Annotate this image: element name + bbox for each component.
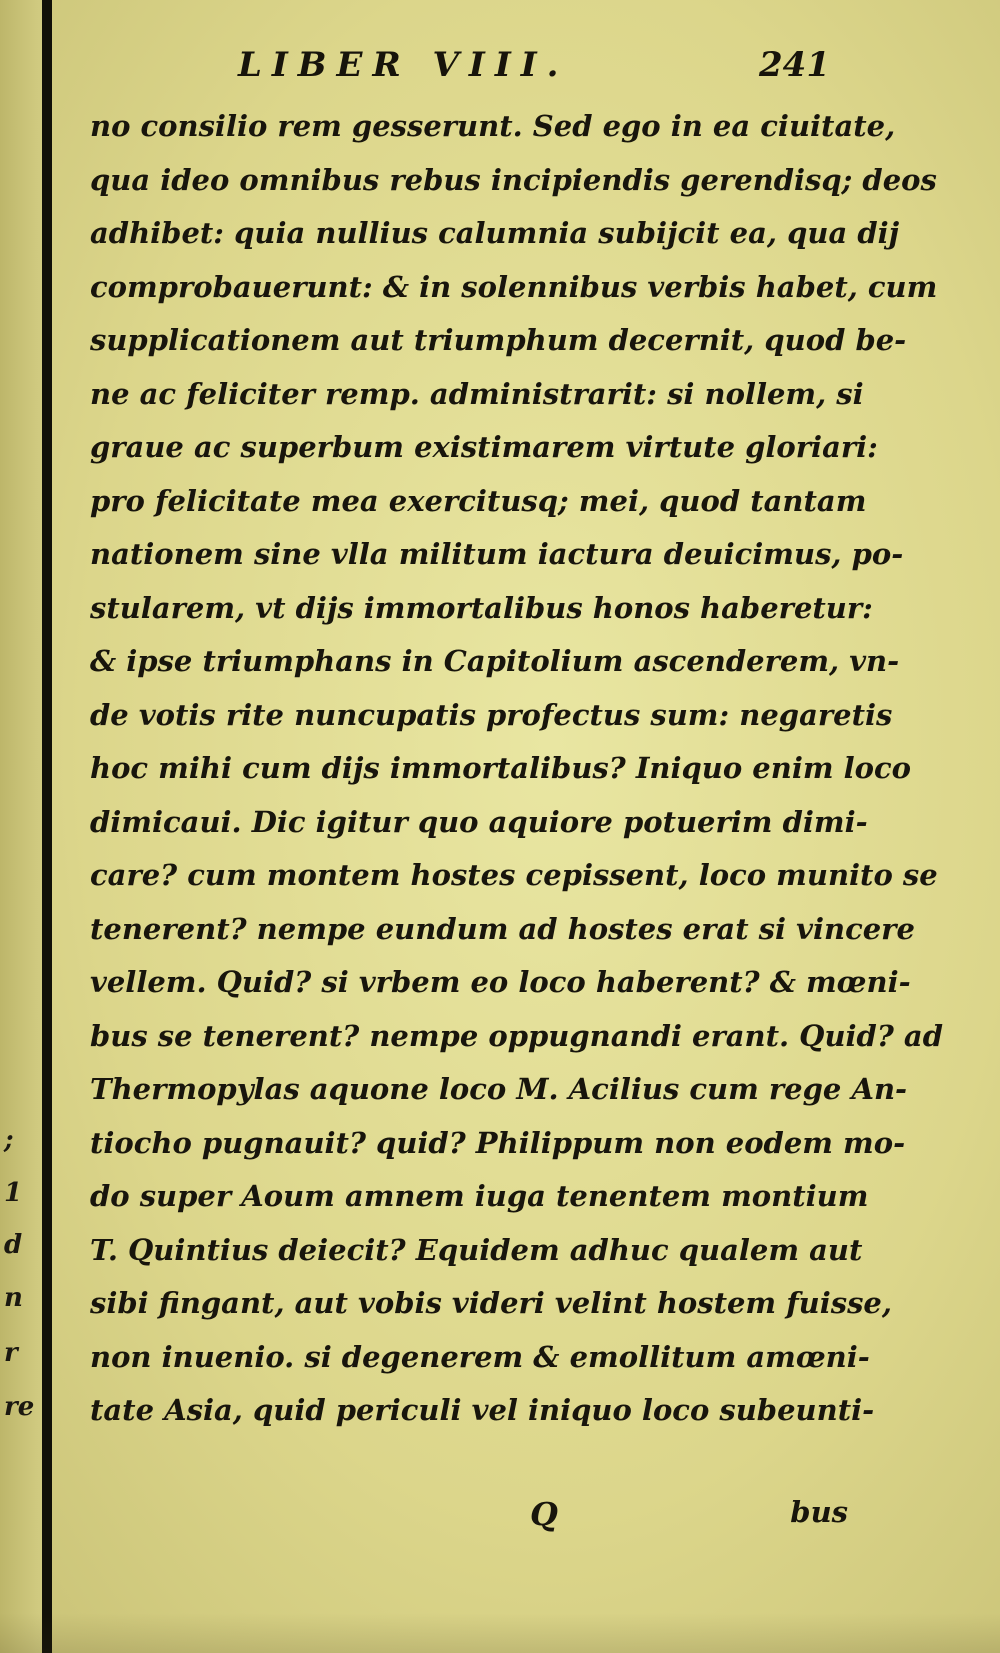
- body-text: [90, 100, 943, 1438]
- text-line: care? cum montem hostes cepissent, loco munito se: [90, 858, 938, 892]
- text-line: tenerent? nempe eundum ad hostes erat si vincere: [90, 911, 915, 946]
- text-line: non inuenio. si degenerem & emollitum amœni-: [90, 1339, 870, 1374]
- text-line: de votis rite nuncupatis profectus sum: negaretis: [90, 697, 893, 732]
- text-line: tate Asia, quid periculi vel iniquo loco subeunti-: [90, 1393, 875, 1427]
- catchword: bus: [790, 1495, 848, 1529]
- page-footer: [90, 1495, 850, 1545]
- text-line: pro felicitate mea exercitusq; mei, quod tantam: [90, 483, 867, 518]
- edge-fragment: re: [4, 1392, 35, 1422]
- text-line: supplicationem aut triumphum decernit, quod be-: [90, 323, 907, 357]
- gutter-shadow: [42, 0, 52, 1653]
- edge-fragment: ;: [4, 1125, 14, 1155]
- page-header: [230, 45, 830, 95]
- text-line: stularem, vt dijs immortalibus honos haberetur:: [90, 590, 873, 625]
- text-line: qua ideo omnibus rebus incipiendis gerendisq; deos: [90, 162, 937, 197]
- running-head: LIBER VIII.: [238, 45, 569, 85]
- edge-fragment: r: [4, 1338, 18, 1368]
- text-line: no consilio rem gesserunt. Sed ego in ea ciuitate,: [90, 109, 896, 143]
- text-line: Thermopylas aquone loco M. Acilius cum rege An-: [90, 1072, 908, 1106]
- text-line: tiocho pugnauit? quid? Philippum non eodem mo-: [90, 1125, 906, 1160]
- text-line: do super Aoum amnem iuga tenentem montium: [90, 1179, 869, 1213]
- text-line: T. Quintius deiecit? Equidem adhuc qualem aut: [90, 1232, 863, 1267]
- text-line: adhibet: quia nullius calumnia subijcit ea, qua dij: [90, 216, 900, 250]
- text-line: dimicaui. Dic igitur quo aquiore potuerim dimi-: [90, 804, 868, 839]
- edge-fragment: 1: [4, 1178, 23, 1208]
- text-line: vellem. Quid? si vrbem eo loco haberent? & mœni-: [90, 965, 911, 999]
- text-line: graue ac superbum existimarem virtute gloriari:: [90, 430, 878, 464]
- edge-fragment: d: [4, 1230, 23, 1260]
- text-line: bus se tenerent? nempe oppugnandi erant. Quid? ad: [90, 1018, 943, 1053]
- edge-fragment: n: [4, 1283, 23, 1313]
- text-line: comprobauerunt: & in solennibus verbis habet, cum: [90, 269, 938, 304]
- text-line: sibi fingant, aut vobis videri velint hostem fuisse,: [90, 1286, 892, 1320]
- page-shadow: [0, 1613, 1000, 1653]
- signature-mark: Q: [530, 1495, 558, 1533]
- text-line: hoc mihi cum dijs immortalibus? Iniquo enim loco: [90, 751, 911, 785]
- text-line: ne ac feliciter remp. administrarit: si nollem, si: [90, 376, 864, 411]
- page-number: 241: [759, 45, 830, 85]
- text-line: & ipse triumphans in Capitolium ascenderem, vn-: [90, 644, 900, 678]
- text-line: nationem sine vlla militum iactura deuicimus, po-: [90, 537, 904, 571]
